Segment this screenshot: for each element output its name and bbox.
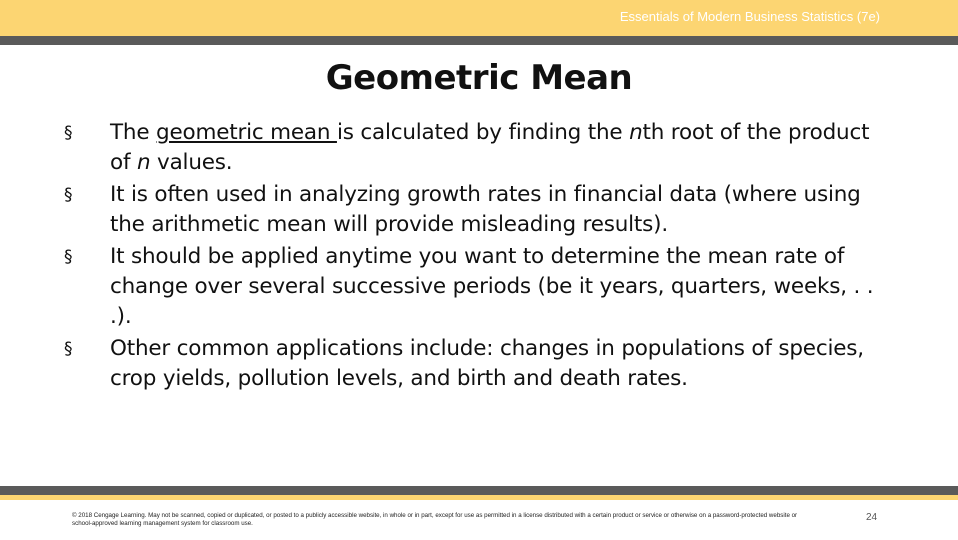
slide-title: Geometric Mean — [325, 58, 633, 98]
course-title: Essentials of Modern Business Statistics (7e) — [619, 9, 880, 24]
bullet-text: It is often used in analyzing growth rates in financial data (where using the arithmetic mean will provide misleading results). — [110, 182, 861, 237]
bullet-text: It should be applied anytime you want to determine the mean rate of change over several successive periods (be it years, quarters, weeks, . . .). — [110, 244, 874, 329]
italic-n: n — [629, 120, 643, 145]
footer-band — [0, 495, 958, 500]
bullet-text: values. — [150, 150, 233, 175]
bullet-text: Other common applications include: changes in populations of species, crop yields, pollution levels, and birth and death rates. — [110, 336, 864, 391]
page-number: 24 — [866, 512, 878, 523]
bullet-text: is calculated by finding the — [336, 120, 630, 145]
term-geometric-mean: geometric mean — [156, 120, 337, 145]
bullet-item — [62, 118, 892, 178]
footer-rule — [0, 486, 958, 495]
bullet-item — [62, 180, 892, 240]
bullet-text: th root of the product of — [110, 120, 870, 175]
header-rule — [0, 36, 958, 45]
bullet-item — [62, 242, 892, 332]
bullet-item — [62, 334, 892, 394]
bullet-marker-icon: § — [64, 123, 73, 143]
bullet-list — [62, 118, 892, 396]
italic-n: n — [136, 150, 151, 175]
header-band — [0, 0, 958, 36]
copyright-notice: © 2018 Cengage Learning. May not be scanned, copied or duplicated, or posted to a publicly accessible website, in whole or in part, except for use as permitted in a license distributed with a certain product or service or otherwise on a password-protected website or school-approved learning management system for classroom use. — [72, 512, 798, 527]
bullet-marker-icon: § — [64, 247, 73, 267]
bullet-marker-icon: § — [64, 339, 73, 359]
bullet-text: The — [110, 120, 157, 145]
bullet-marker-icon: § — [64, 185, 73, 205]
